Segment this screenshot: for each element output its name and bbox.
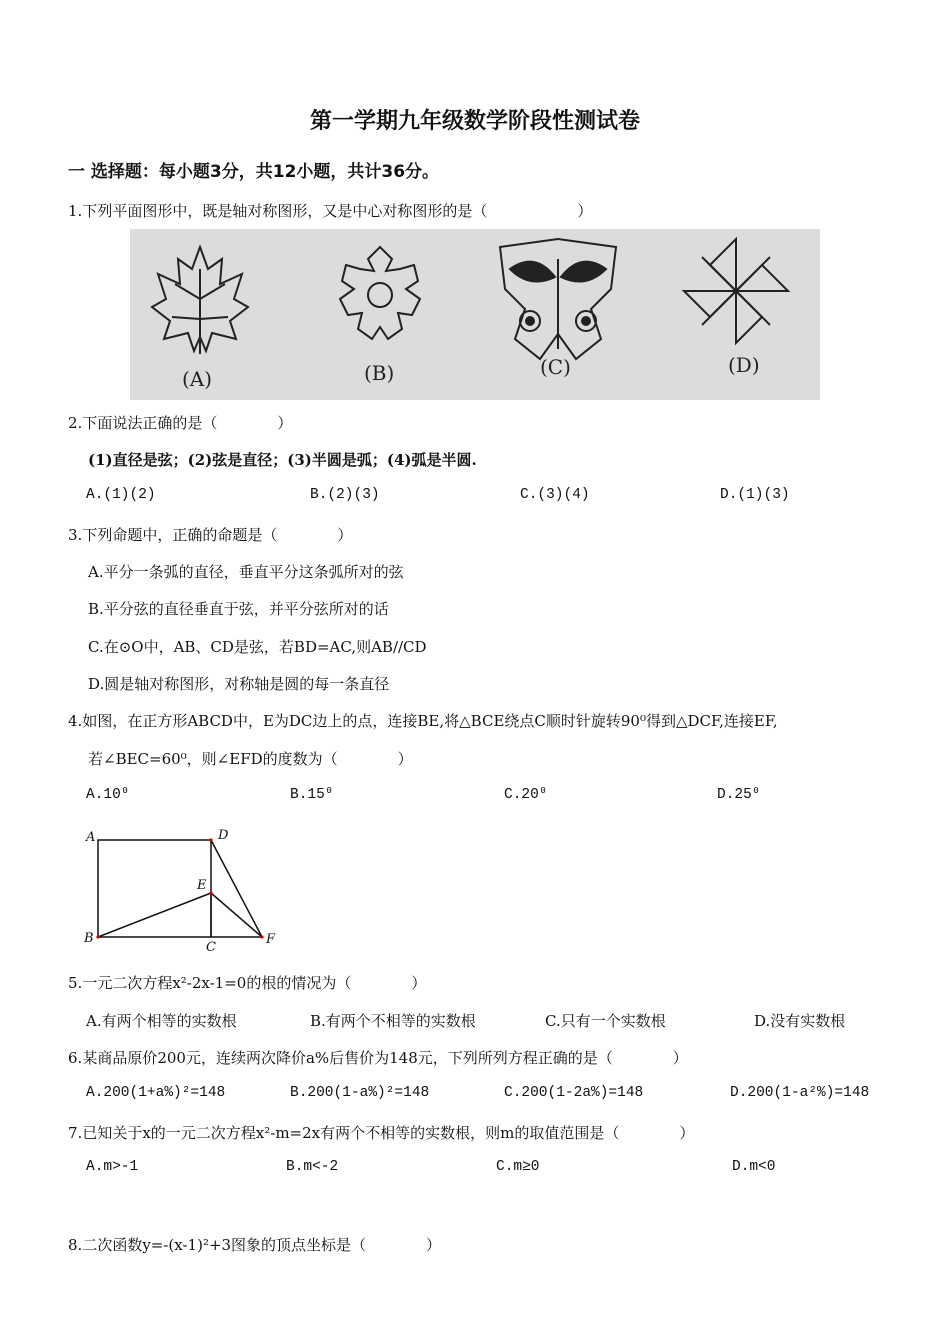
- question-text: 如图，在正方形ABCD中，E为DC边上的点，连接BE,将△BCE绕点C顺时针旋转90⁰得到△DCF,连接EF,: [82, 712, 778, 730]
- question-number: 5.: [68, 974, 83, 992]
- question-1: [68, 200, 592, 221]
- question-text: 下列平面图形中，既是轴对称图形，又是中心对称图形的是（ ）: [82, 202, 593, 220]
- question-4-continued: 若∠BEC=60⁰，则∠EFD的度数为（ ）: [88, 750, 413, 768]
- question-number: 8.: [68, 1236, 83, 1254]
- question-7: [68, 1122, 694, 1143]
- option-b: B.平分弦的直径垂直于弦，并平分弦所对的话: [88, 600, 389, 618]
- question-number: 7.: [68, 1124, 83, 1142]
- question-text: 下列命题中，正确的命题是（ ）: [82, 526, 353, 544]
- question-6: [68, 1047, 688, 1068]
- option-a: A.10⁰: [86, 787, 130, 803]
- option-a: A.200(1+a%)²=148: [86, 1085, 226, 1101]
- question-number: 4.: [68, 712, 83, 730]
- figure-label-d: (D): [728, 353, 760, 377]
- point-label-e: E: [197, 878, 207, 893]
- option-d: D.m<0: [732, 1159, 776, 1175]
- question-number: 3.: [68, 526, 83, 544]
- question-number: 1.: [68, 202, 83, 220]
- question-text: 二次函数y=-(x-1)²+3图象的顶点坐标是（ ）: [82, 1236, 442, 1254]
- point-label-d: D: [218, 828, 229, 843]
- question-text: 某商品原价200元，连续两次降价a%后售价为148元，下列所列方程正确的是（ ）: [82, 1049, 688, 1067]
- option-c: C.200(1-2a%)=148: [504, 1085, 644, 1101]
- option-d: D.圆是轴对称图形，对称轴是圆的每一条直径: [88, 675, 390, 693]
- symmetry-figures-image: [130, 229, 820, 400]
- option-c: C.只有一个实数根: [545, 1012, 666, 1030]
- point-label-f: F: [266, 932, 276, 947]
- option-a: A.m>-1: [86, 1159, 139, 1175]
- option-a: A.平分一条弧的直径，垂直平分这条弧所对的弦: [88, 563, 404, 581]
- question-8: [68, 1234, 441, 1255]
- square-rotation-figure: [82, 826, 282, 956]
- question-number: 6.: [68, 1049, 83, 1067]
- option-b: B.有两个不相等的实数根: [310, 1012, 476, 1030]
- figure-label-b: (B): [364, 361, 395, 385]
- symmetry-figures-drawing: [130, 229, 820, 400]
- option-c: C.m≥0: [496, 1159, 540, 1175]
- figure-label-c: (C): [540, 355, 571, 379]
- option-c: C.20⁰: [504, 787, 548, 803]
- question-number: 2.: [68, 414, 83, 432]
- butterfly-figure: [500, 239, 616, 359]
- option-d: D.没有实数根: [754, 1012, 846, 1030]
- question-3: [68, 524, 352, 545]
- figure-label-a: (A): [182, 367, 213, 391]
- geometry-drawing: [82, 826, 282, 956]
- question-5: [68, 972, 426, 993]
- page-title: 第一学期九年级数学阶段性测试卷: [309, 109, 640, 134]
- section-heading: 一 选择题：每小题3分，共12小题，共计36分。: [68, 162, 440, 182]
- question-2-statement: (1)直径是弦；(2)弦是直径；(3)半圆是弧；(4)弧是半圆.: [88, 451, 477, 469]
- option-a: A.有两个相等的实数根: [86, 1012, 237, 1030]
- question-text: 一元二次方程x²-2x-1=0的根的情况为（ ）: [82, 974, 427, 992]
- option-d: D.200(1-a²%)=148: [730, 1085, 870, 1101]
- point-label-b: B: [84, 931, 94, 946]
- option-b: B.m<-2: [286, 1159, 339, 1175]
- option-c: C.(3)(4): [520, 487, 590, 503]
- maple-leaf-figure: [152, 247, 248, 354]
- snowflake-figure: [340, 247, 420, 339]
- question-2: [68, 412, 292, 433]
- point-label-c: C: [206, 940, 216, 955]
- pinwheel-figure: [684, 239, 788, 343]
- question-text: 下面说法正确的是（ ）: [82, 414, 293, 432]
- option-b: B.200(1-a%)²=148: [290, 1085, 430, 1101]
- option-d: D.25⁰: [717, 787, 761, 803]
- question-text: 已知关于x的一元二次方程x²-m=2x有两个不相等的实数根，则m的取值范围是（ ）: [82, 1124, 695, 1142]
- option-d: D.(1)(3): [720, 487, 790, 503]
- option-b: B.15⁰: [290, 787, 334, 803]
- option-c: C.在⊙O中，AB、CD是弦，若BD=AC,则AB//CD: [88, 638, 427, 656]
- point-label-a: A: [86, 830, 96, 845]
- option-b: B.(2)(3): [310, 487, 380, 503]
- option-a: A.(1)(2): [86, 487, 156, 503]
- question-4: [68, 710, 778, 731]
